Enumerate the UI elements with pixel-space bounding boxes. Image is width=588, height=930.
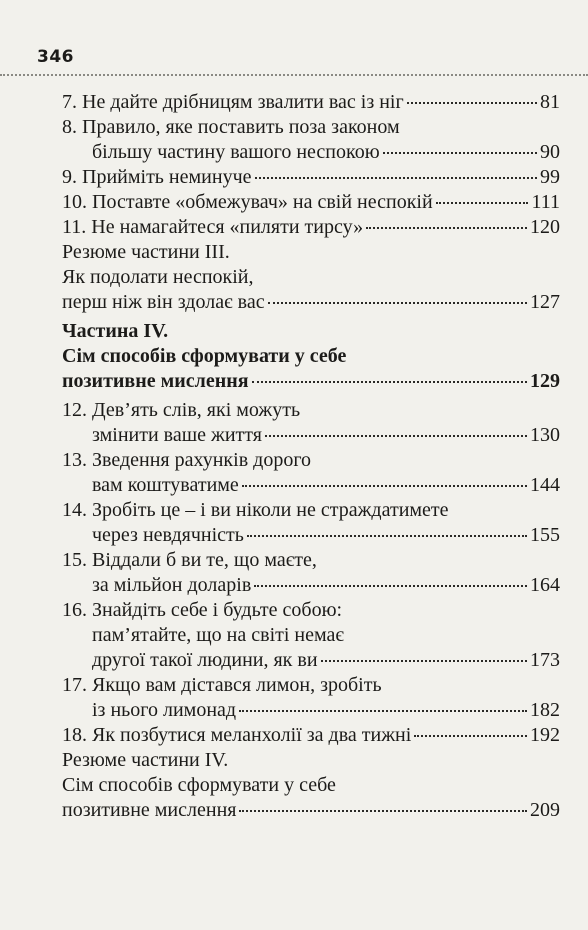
toc-entry-title: 8. Правило, яке поставить поза законом [62,116,400,138]
toc-page-number: 164 [530,574,560,596]
toc-entry-11 [62,215,560,240]
toc-entry-15 [62,548,560,598]
toc-page-number: 192 [530,724,560,746]
toc-entry-title-cont: із нього лимонад [92,699,237,721]
toc-entry-16 [62,598,560,673]
toc-entry-title: 7. Не дайте дрібницям звалити вас із ніг [62,91,404,113]
dot-leader [255,177,537,179]
toc-entry-title: 15. Віддали б ви те, що маєте, [62,549,317,571]
toc-page-number: 111 [531,191,560,213]
toc-part-4-heading [62,319,560,394]
toc-entry-title: 14. Зробіть це – і ви ніколи не страждатимете [62,499,449,521]
toc-page-number: 99 [540,166,560,188]
part-title-cont: позитивне мислення [62,370,249,392]
dot-leader [414,735,527,737]
toc-page-number: 81 [540,91,560,113]
toc-page-number: 129 [530,370,560,392]
dot-leader [436,202,529,204]
toc-entry-title-cont: позитивне мислення [62,799,237,821]
toc-entry-title-cont: вам коштуватиме [92,474,239,496]
part-title: Сім способів сформувати у себе [62,345,347,367]
toc-entry-title-cont: Як подолати неспокій, [62,266,254,288]
dot-leader [247,535,527,537]
dot-leader [383,152,537,154]
dot-leader [254,585,527,587]
dot-leader [239,810,527,812]
toc-entry-title: 17. Якщо вам дістався лимон, зробіть [62,674,382,696]
toc-entry-title: 12. Дев’ять слів, які можуть [62,399,301,421]
part-label: Частина IV. [62,320,169,342]
dot-leader [321,660,527,662]
toc-page-number: 173 [530,649,560,671]
toc-entry-title: Резюме частини ІІІ. [62,241,230,263]
toc-entry-title-cont: через невдячність [92,524,244,546]
toc-entry-14 [62,498,560,548]
dot-leader [407,102,537,104]
toc-entry-summary-part-3 [62,240,560,315]
dot-leader [366,227,527,229]
dot-leader [268,302,527,304]
dot-leader [239,710,527,712]
dot-leader [242,485,527,487]
toc-entry-title: 18. Як позбутися меланхолії за два тижні [62,724,412,746]
toc-entry-summary-part-4 [62,748,560,823]
toc-entry-18 [62,723,560,748]
toc-page-number: 144 [530,474,560,496]
toc-page-number: 127 [530,291,560,313]
table-of-contents [62,90,560,823]
toc-entry-title-cont: більшу частину вашого неспокою [92,141,380,163]
toc-page-number: 209 [530,799,560,821]
toc-entry-title-cont: змінити ваше життя [92,424,262,446]
toc-entry-title-cont: пам’ятайте, що на світі немає [92,624,344,646]
toc-entry-9 [62,165,560,190]
toc-page-number: 90 [540,141,560,163]
toc-entry-title: 11. Не намагайтеся «пиляти тирсу» [62,216,364,238]
dot-leader [265,435,527,437]
toc-entry-7 [62,90,560,115]
toc-entry-17 [62,673,560,723]
toc-entry-title: Резюме частини IV. [62,749,229,771]
header-rule [0,74,588,76]
dot-leader [252,381,527,383]
toc-page-number: 155 [530,524,560,546]
toc-entry-title-cont: другої такої людини, як ви [92,649,318,671]
toc-page-number: 182 [530,699,560,721]
page-number: 346 [37,47,74,67]
toc-entry-title: 10. Поставте «обмежувач» на свій неспокій [62,191,433,213]
toc-entry-title: 16. Знайдіть себе і будьте собою: [62,599,343,621]
toc-page-number: 130 [530,424,560,446]
toc-entry-title-cont: перш ніж він здолає вас [62,291,265,313]
toc-entry-10 [62,190,560,215]
toc-entry-title-cont: за мільйон доларів [92,574,252,596]
toc-entry-8 [62,115,560,165]
toc-entry-title: 9. Прийміть неминуче [62,166,252,188]
toc-entry-13 [62,448,560,498]
toc-page-number: 120 [530,216,560,238]
toc-entry-title: 13. Зведення рахунків дорого [62,449,312,471]
toc-entry-title-cont: Сім способів сформувати у себе [62,774,336,796]
toc-entry-12 [62,398,560,448]
